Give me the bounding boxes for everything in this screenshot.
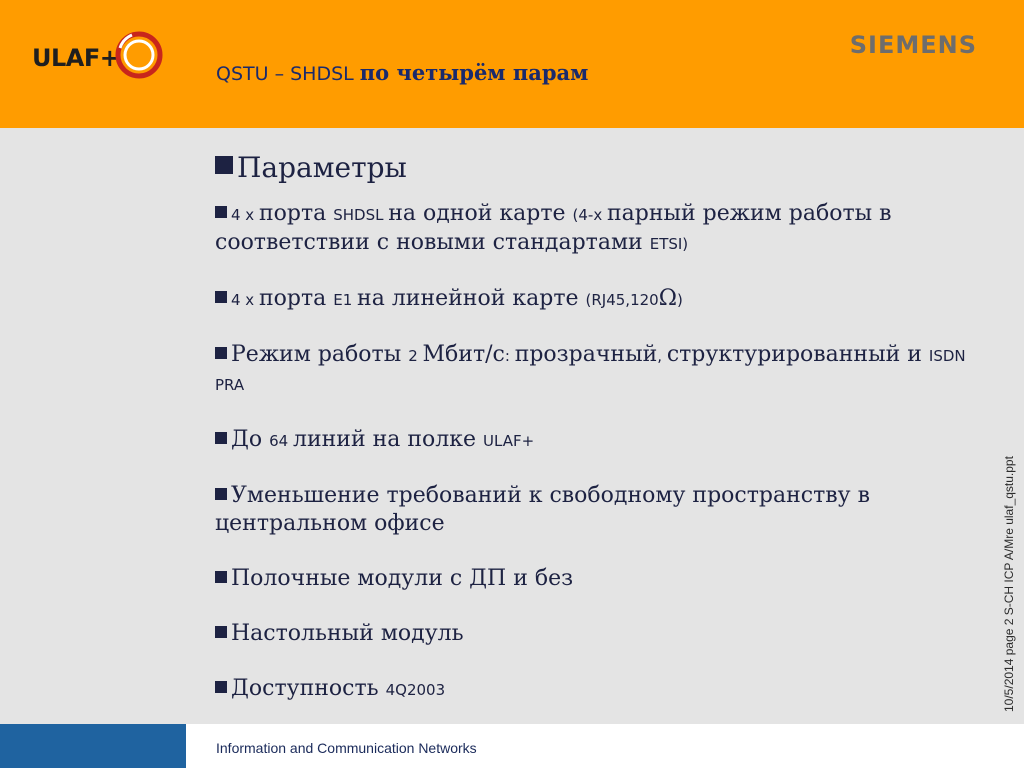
list-item-text: прозрачный — [514, 342, 658, 367]
page-title — [216, 60, 588, 85]
list-item-text: ETSI) — [649, 235, 689, 253]
list-item — [215, 482, 985, 538]
list-item-text: Уменьшение требований к свободному пространству в центральном офисе — [215, 483, 870, 536]
slide-content — [215, 150, 985, 704]
list-gap — [215, 258, 985, 285]
list-item-text: (RJ45,120 — [585, 291, 659, 309]
list-item — [215, 620, 985, 648]
bullet-list — [215, 200, 985, 704]
list-item-text: 4Q2003 — [385, 681, 446, 699]
list-item — [215, 285, 985, 314]
list-item-text: Полочные модули с ДП и без — [231, 566, 574, 591]
bullet-square-icon — [215, 206, 227, 218]
ulaf-logo — [28, 28, 173, 88]
list-item-text: на одной карте — [388, 201, 573, 226]
list-item-text: 4 x — [231, 206, 259, 224]
list-item-text: парный режим работы в соответствии с новыми стандартами — [215, 201, 892, 255]
logo-ring-icon — [114, 30, 164, 80]
list-item — [215, 675, 985, 704]
list-item-text: 64 — [269, 432, 293, 450]
list-item — [215, 426, 985, 455]
list-item-text: Настольный модуль — [231, 621, 464, 646]
list-item-text: До — [231, 427, 270, 452]
bullet-square-icon — [215, 291, 227, 303]
list-item-text: линий на полке — [292, 427, 484, 452]
list-gap — [215, 455, 985, 482]
list-item-text: SHDSL — [333, 206, 389, 224]
list-gap — [215, 399, 985, 426]
list-item-text: 2 — [408, 347, 423, 365]
list-item-text: Ω — [658, 286, 677, 311]
header-bar — [0, 0, 1024, 128]
list-item-text: Мбит/с — [422, 342, 505, 367]
list-gap — [215, 648, 985, 675]
list-item-text: Режим работы — [231, 342, 409, 367]
bullet-square-icon — [215, 488, 227, 500]
logo-text: ULAF+ — [32, 44, 120, 72]
title-latin: QSTU – SHDSL — [216, 63, 360, 85]
list-item-text: порта — [258, 201, 334, 226]
footer-blue-block — [0, 724, 186, 768]
list-item-text: ULAF+ — [483, 432, 535, 450]
list-item — [215, 565, 985, 593]
section-title-text: Параметры — [237, 151, 407, 184]
bullet-square-icon — [215, 681, 227, 693]
list-item-text: ISDN PRA — [215, 347, 966, 394]
bullet-square-icon — [215, 626, 227, 638]
siemens-logo: SIEMENS — [849, 31, 977, 59]
list-item-text: : — [504, 347, 515, 365]
side-note: 10/5/2014 page 2 S-CH ICP A/Mre ulaf_qstu.ppt — [1002, 456, 1016, 712]
bullet-square-icon — [215, 571, 227, 583]
list-gap — [215, 314, 985, 341]
list-item — [215, 341, 985, 399]
list-item-text: , — [657, 347, 667, 365]
list-gap — [215, 538, 985, 565]
bullet-square-icon — [215, 347, 227, 359]
list-gap — [215, 593, 985, 620]
list-item-text: на линейной карте — [357, 286, 586, 311]
list-item-text: 4 x — [231, 291, 259, 309]
list-item-text: Доступность — [231, 676, 386, 701]
list-item-text: порта — [258, 286, 334, 311]
title-cyrillic: по четырём парам — [359, 60, 589, 85]
footer-bar — [0, 724, 1024, 768]
list-item — [215, 200, 985, 258]
list-item-text: (4-x — [572, 206, 607, 224]
list-item-text: структурированный и — [666, 342, 929, 367]
bullet-square-icon — [215, 156, 233, 174]
footer-text: Information and Communication Networks — [216, 740, 477, 756]
section-title — [215, 150, 985, 186]
bullet-square-icon — [215, 432, 227, 444]
list-item-text: ) — [676, 291, 683, 309]
list-item-text: E1 — [333, 291, 358, 309]
